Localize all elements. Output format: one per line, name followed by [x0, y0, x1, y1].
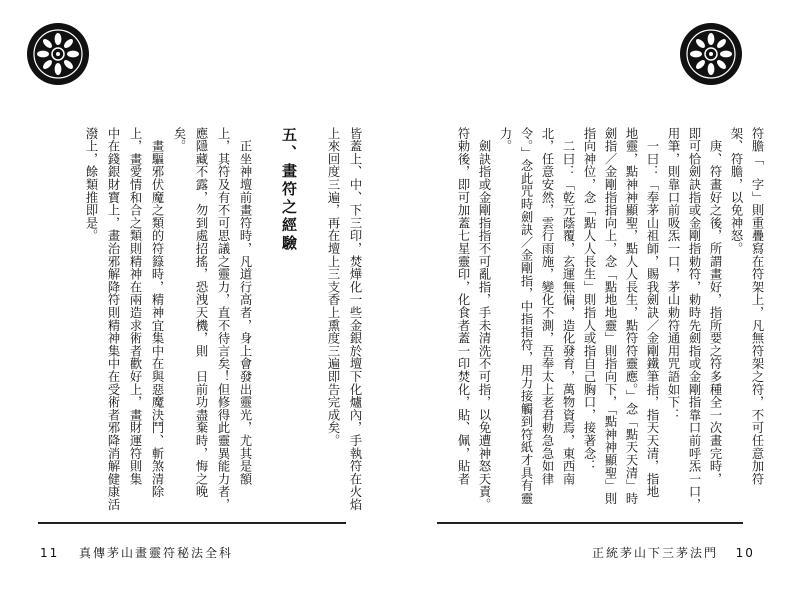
- text-column: 中在錢銀財寶上，畫治邪解降符則精神集中在受術者邪降消解健康活: [106, 127, 120, 511]
- text-column: 一曰：「奉茅山祖師，賜我劍訣／金剛鐵筆指，指天天清，指地: [645, 127, 659, 499]
- text-column: 劍指／金剛指指向上，念「點地地靈」則指向下，「點神神顯聖」則: [603, 127, 617, 505]
- text-column: 地靈，點神神顯聖，點人人長生，點符符靈應。」念「點天天清」時: [624, 127, 638, 505]
- lotus-rosette-icon: [26, 22, 90, 86]
- text-column: 畫驅邪伏魔之類的符籙時，精神宜集中在與惡魔決鬥、斬煞清除: [150, 127, 164, 499]
- text-column: 潑上，餘類推即是。: [84, 127, 98, 243]
- right-page: [397, 0, 793, 591]
- footer-rule: [437, 522, 743, 524]
- page-number: 10: [735, 546, 755, 560]
- lotus-rosette-icon: [679, 22, 743, 86]
- running-title: 真傳茅山畫靈符秘法全科: [78, 546, 233, 560]
- text-column: 指向神位，念「點人人長生」則指人或指自己胸口，接著念：: [582, 127, 596, 473]
- text-column: 架、符膽，以免神怒。: [729, 127, 743, 255]
- text-column: 上，畫愛情和合之類則精神在兩造求術者歡好上，畫財運符則集: [128, 127, 142, 486]
- page-footer: [592, 544, 755, 561]
- text-column: 上，其符及有不可思議之靈力，直不待言矣！但修得此靈異能力者，: [216, 127, 230, 511]
- running-title: 正統茅山下三茅法門: [592, 546, 719, 560]
- text-column: 即可恰劍訣指或金剛指勅符，勅時先劍指或金剛指靠口前呼炁一口，: [687, 127, 701, 511]
- text-column: 用筆，則靠口前吸炁一口，茅山勅符通用咒語如下：: [666, 127, 680, 422]
- text-column: 矣。: [172, 127, 186, 153]
- page-number: 11: [40, 546, 60, 560]
- footer-rule: [38, 522, 346, 524]
- section-heading: 五、畫符之經驗: [280, 127, 298, 253]
- text-column: 力。: [498, 127, 512, 153]
- text-column: 劍訣指或金剛指指不可亂指，手未清洗不可指，以免遭神怒天責。: [477, 127, 491, 511]
- text-column: 二曰：「乾元蔭覆，玄運無偏，造化發育，萬物資焉，東西南: [561, 127, 575, 486]
- text-column: 庚、符畫好之後，所謂畫好，指所要之符多種全一次畫完時，: [708, 127, 722, 486]
- text-column: 令。」念此咒時劍訣／金剛指，中指指符，用力接觸到符紙才具有靈: [519, 127, 533, 505]
- text-column: 上來回度三遍，再在壇上三支香上熏度三遍即告完成矣。: [326, 127, 340, 447]
- left-page: [0, 0, 396, 591]
- text-column: 符膽「 字」則重疊寫在符架上，凡無符架之符，不可任意加符: [750, 127, 764, 486]
- page-footer: [40, 544, 233, 561]
- text-column: 正坐神壇前畫符時，凡道行高者，身上會發出靈光，尤其是額: [238, 127, 252, 486]
- text-column: 皆蓋上、中、下三印，焚燁化一些金銀於壇下化爐內，手執符在火焰: [348, 127, 362, 511]
- text-column: 符勅後，即可加蓋七星靈印，化食者蓋一印焚化，貼、佩，貼者: [456, 127, 470, 486]
- text-column: 北，任意安然，雲行雨施，變化不測，吾奉太上老君勅急急如律: [540, 127, 554, 486]
- text-column: 應隱藏不露，勿到處招搖，恐洩天機，則 日前功盡棄時，悔之晚: [194, 127, 208, 499]
